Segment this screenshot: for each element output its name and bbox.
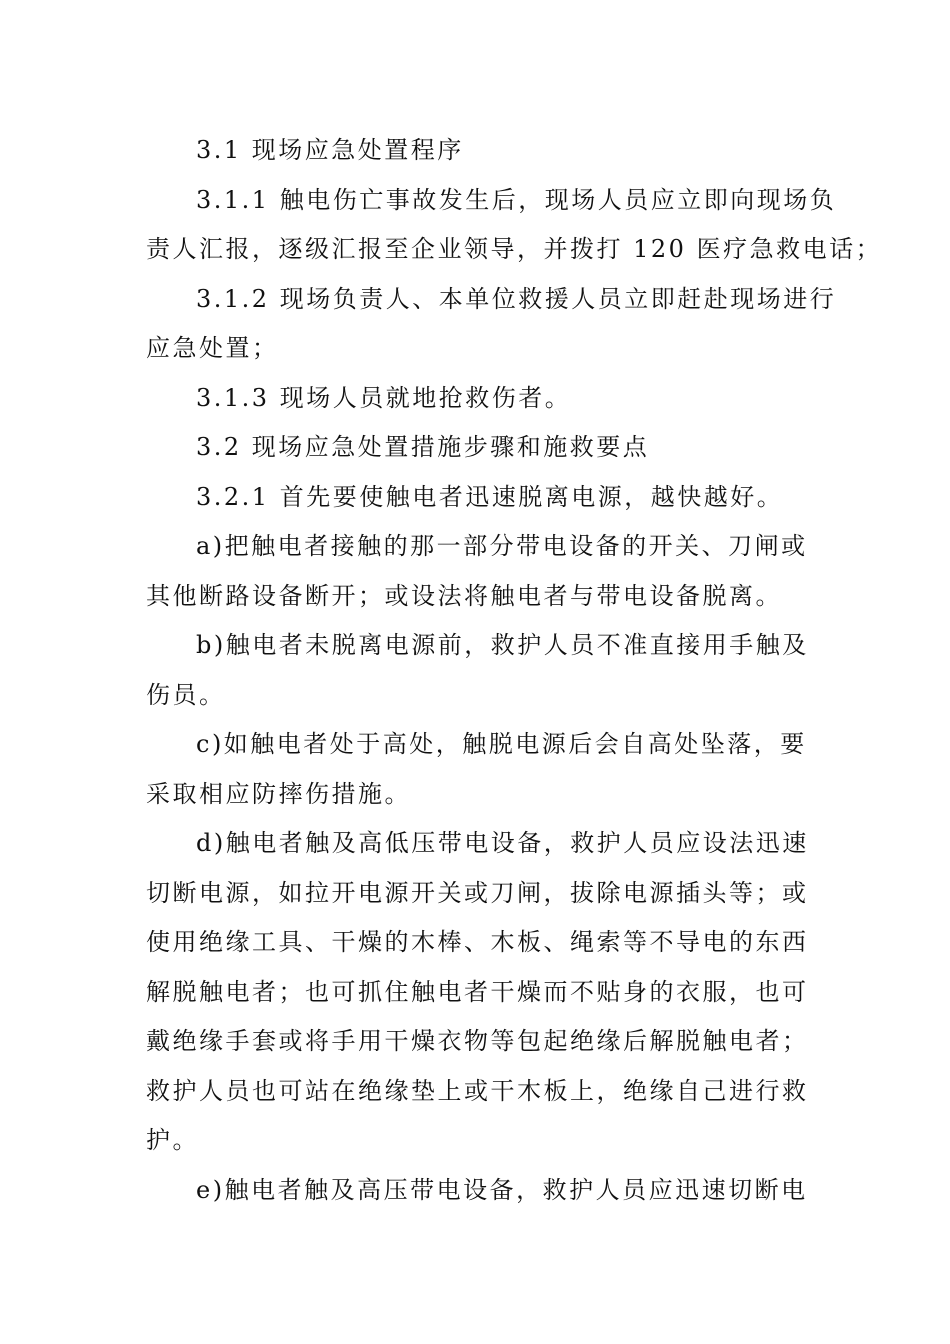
paragraph-item-b <box>146 621 814 720</box>
paragraph-line: 采取相应防摔伤措施。 <box>146 779 411 808</box>
paragraph-3-2 <box>146 423 814 473</box>
paragraph-3-1-3 <box>146 374 814 424</box>
paragraph-item-c <box>146 720 814 819</box>
paragraph-line: 其他断路设备断开；或设法将触电者与带电设备脱离。 <box>146 581 782 610</box>
paragraph-3-1 <box>146 126 814 176</box>
paragraph-line: 应急处置； <box>146 334 279 362</box>
document-body <box>146 126 883 1215</box>
paragraph-3-1-1 <box>146 176 883 275</box>
paragraph-line: b)触电者未脱离电源前，救护人员不准直接用手触及 <box>196 631 809 659</box>
paragraph-line: 使用绝缘工具、干燥的木棒、木板、绳索等不导电的东西 <box>146 928 809 956</box>
paragraph-line: 3.2 现场应急处置措施步骤和施救要点 <box>196 433 650 461</box>
paragraph-item-a <box>146 522 814 621</box>
paragraph-line: a)把触电者接触的那一部分带电设备的开关、刀闸或 <box>196 532 808 560</box>
paragraph-line: 3.1.3 现场人员就地抢救伤者。 <box>196 383 572 412</box>
paragraph-line: 护。 <box>146 1126 199 1154</box>
paragraph-line: c)如触电者处于高处，触脱电源后会自高处坠落，要 <box>196 730 807 758</box>
paragraph-line: 3.1.1 触电伤亡事故发生后，现场人员应立即向现场负 <box>196 185 837 214</box>
paragraph-3-1-2 <box>146 275 837 374</box>
paragraph-line: 切断电源，如拉开电源开关或刀闸，拔除电源插头等；或 <box>146 878 809 907</box>
paragraph-item-d <box>146 819 814 1166</box>
paragraph-item-e <box>146 1166 814 1216</box>
paragraph-3-2-1 <box>146 473 814 523</box>
paragraph-line: 救护人员也可站在绝缘垫上或干木板上，绝缘自己进行救 <box>146 1076 809 1105</box>
paragraph-line: 责人汇报，逐级汇报至企业领导，并拨打 120 医疗急救电话； <box>146 235 883 263</box>
paragraph-line: 3.2.1 首先要使触电者迅速脱离电源，越快越好。 <box>196 482 784 511</box>
paragraph-line: 3.1 现场应急处置程序 <box>196 136 464 164</box>
paragraph-line: 伤员。 <box>146 680 226 709</box>
paragraph-line: e)触电者触及高压带电设备，救护人员应迅速切断电 <box>196 1175 808 1204</box>
paragraph-line: d)触电者触及高低压带电设备，救护人员应设法迅速 <box>196 829 809 857</box>
paragraph-line: 戴绝缘手套或将手用干燥衣物等包起绝缘后解脱触电者； <box>146 1027 809 1055</box>
paragraph-line: 解脱触电者；也可抓住触电者干燥而不贴身的衣服，也可 <box>146 977 809 1006</box>
paragraph-line: 3.1.2 现场负责人、本单位救援人员立即赶赴现场进行 <box>196 284 837 313</box>
